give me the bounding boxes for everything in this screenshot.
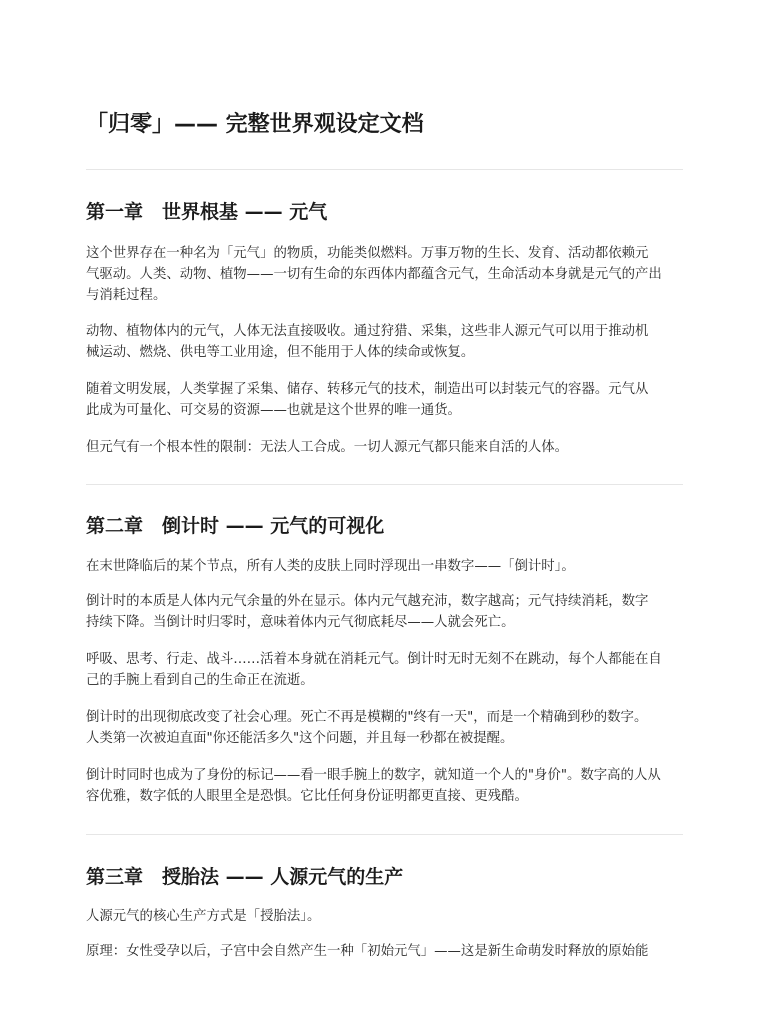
text-line: 此成为可量化、可交易的资源——也就是这个世界的唯一通货。 bbox=[86, 403, 461, 418]
paragraph bbox=[86, 321, 686, 363]
text-line: 械运动、燃烧、供电等工业用途，但不能用于人体的续命或恢复。 bbox=[86, 345, 475, 360]
paragraph bbox=[86, 906, 686, 927]
paragraph bbox=[86, 379, 686, 421]
text-line: 随着文明发展，人类掌握了采集、储存、转移元气的技术，制造出可以封装元气的容器。元气从 bbox=[86, 382, 649, 397]
paragraph bbox=[86, 765, 686, 807]
paragraph bbox=[86, 591, 686, 633]
paragraph bbox=[86, 437, 686, 458]
chapter-title: 第二章 倒计时 —— 元气的可视化 bbox=[86, 515, 385, 537]
paragraph bbox=[86, 243, 686, 306]
divider bbox=[86, 834, 683, 835]
divider bbox=[86, 169, 683, 170]
divider bbox=[86, 484, 683, 485]
text-line: 与消耗过程。 bbox=[86, 288, 167, 303]
document-title: 「归零」—— 完整世界观设定文档 bbox=[86, 112, 424, 137]
text-line: 人类第一次被迫直面"你还能活多久"这个问题，并且每一秒都在被提醒。 bbox=[86, 731, 514, 746]
paragraph bbox=[86, 941, 686, 962]
paragraph bbox=[86, 649, 686, 691]
text-line: 人源元气的核心生产方式是「授胎法」。 bbox=[86, 909, 321, 924]
text-line: 倒计时的本质是人体内元气余量的外在显示。体内元气越充沛，数字越高；元气持续消耗，数字 bbox=[86, 594, 649, 609]
text-line: 己的手腕上看到自己的生命正在流逝。 bbox=[86, 673, 314, 688]
text-line: 在末世降临后的某个节点，所有人类的皮肤上同时浮现出一串数字——「倒计时」。 bbox=[86, 559, 575, 574]
text-line: 动物、植物体内的元气，人体无法直接吸收。通过狩猎、采集，这些非人源元气可以用于推动机 bbox=[86, 324, 649, 339]
paragraph bbox=[86, 556, 686, 577]
text-line: 原理：女性受孕以后，子宫中会自然产生一种「初始元气」——这是新生命萌发时释放的原始能 bbox=[86, 944, 649, 959]
text-line: 倒计时的出现彻底改变了社会心理。死亡不再是模糊的"终有一天"，而是一个精确到秒的数字。 bbox=[86, 710, 648, 725]
text-line: 气驱动。人类、动物、植物——一切有生命的东西体内都蕴含元气，生命活动本身就是元气的产出 bbox=[86, 267, 662, 282]
text-line: 容优雅，数字低的人眼里全是恐惧。它比任何身份证明都更直接、更残酷。 bbox=[86, 789, 528, 804]
text-line: 呼吸、思考、行走、战斗……活着本身就在消耗元气。倒计时无时无刻不在跳动，每个人都能在自 bbox=[86, 652, 662, 667]
text-line: 倒计时同时也成为了身份的标记——看一眼手腕上的数字，就知道一个人的"身价"。数字高的人从 bbox=[86, 768, 661, 783]
text-line: 持续下降。当倒计时归零时，意味着体内元气彻底耗尽——人就会死亡。 bbox=[86, 615, 515, 630]
chapter-title: 第三章 授胎法 —— 人源元气的生产 bbox=[86, 866, 404, 888]
paragraph bbox=[86, 707, 686, 749]
text-line: 这个世界存在一种名为「元气」的物质，功能类似燃料。万事万物的生长、发育、活动都依赖元 bbox=[86, 246, 649, 261]
text-line: 但元气有一个根本性的限制：无法人工合成。一切人源元气都只能来自活的人体。 bbox=[86, 440, 569, 455]
chapter-title: 第一章 世界根基 —— 元气 bbox=[86, 201, 328, 223]
